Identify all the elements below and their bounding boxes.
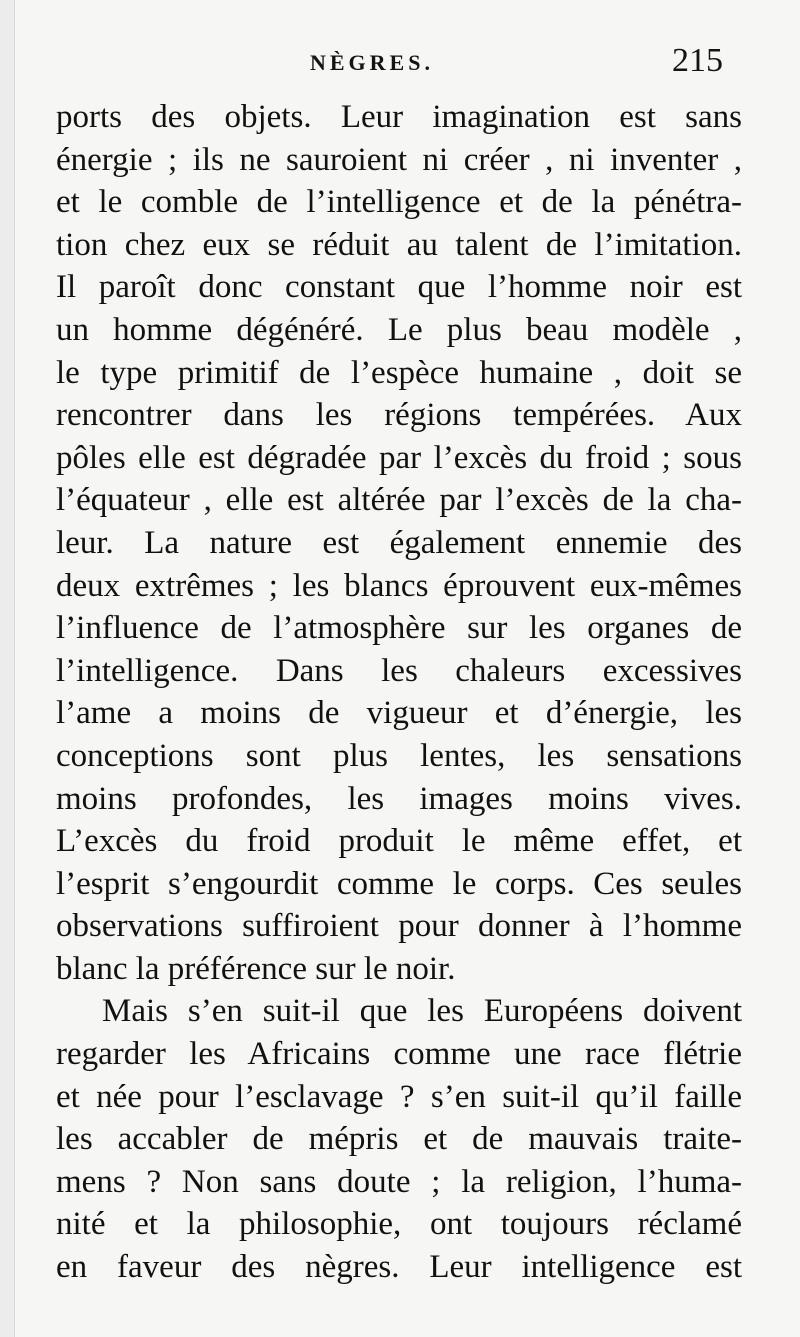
text-line: conceptions sont plus lentes, les sensations <box>56 737 742 774</box>
page-binding-edge <box>0 0 14 1337</box>
text-line: mens ? Non sans doute ; la religion, l’huma- <box>56 1163 742 1200</box>
text-line: L’excès du froid produit le même effet, et <box>56 823 742 860</box>
text-line: un homme dégénéré. Le plus beau modèle , <box>56 311 742 348</box>
text-line: et le comble de l’intelligence et de la pénétra- <box>56 184 742 221</box>
text-line: ports des objets. Leur imagination est sans <box>56 99 742 135</box>
text-line: observations suffiroient pour donner à l’homme <box>56 908 742 945</box>
text-line: les accabler de mépris et de mauvais traite- <box>56 1121 742 1158</box>
running-header <box>0 40 800 90</box>
text-line: tion chez eux se réduit au talent de l’imitation. <box>56 226 742 263</box>
text-line: et née pour l’esclavage ? s’en suit-il qu’il faille <box>56 1078 742 1115</box>
text-line: leur. La nature est également ennemie des <box>56 524 742 561</box>
paragraph-start-line: Mais s’en suit-il que les Européens doivent <box>102 993 742 1030</box>
text-line: regarder les Africains comme une race flétrie <box>56 1036 742 1073</box>
text-line: nité et la philosophie, ont toujours réclamé <box>56 1206 742 1243</box>
text-line: énergie ; ils ne sauroient ni créer , ni inventer , <box>56 141 742 178</box>
text-line: l’ame a moins de vigueur et d’énergie, les <box>56 695 742 732</box>
text-line: l’intelligence. Dans les chaleurs excessives <box>56 652 742 689</box>
text-line: en faveur des nègres. Leur intelligence est <box>56 1249 742 1286</box>
text-line: l’esprit s’engourdit comme le corps. Ces seules <box>56 865 742 902</box>
paragraph-end-line: blanc la préférence sur le noir. <box>56 950 456 987</box>
text-line: pôles elle est dégradée par l’excès du froid ; sous <box>56 439 742 476</box>
text-line: Il paroît donc constant que l’homme noir est <box>56 269 742 306</box>
text-line: le type primitif de l’espèce humaine , doit se <box>56 354 742 391</box>
body-text <box>56 96 742 1289</box>
text-line: l’influence de l’atmosphère sur les organes de <box>56 610 742 647</box>
running-title: NÈGRES. <box>310 50 434 75</box>
text-line: l’équateur , elle est altérée par l’excès de la cha- <box>56 482 742 519</box>
text-line: moins profondes, les images moins vives. <box>56 780 742 817</box>
page-number: 215 <box>672 42 723 79</box>
text-line: rencontrer dans les régions tempérées. Aux <box>56 397 742 434</box>
text-line: deux extrêmes ; les blancs éprouvent eux-mêmes <box>56 567 742 604</box>
